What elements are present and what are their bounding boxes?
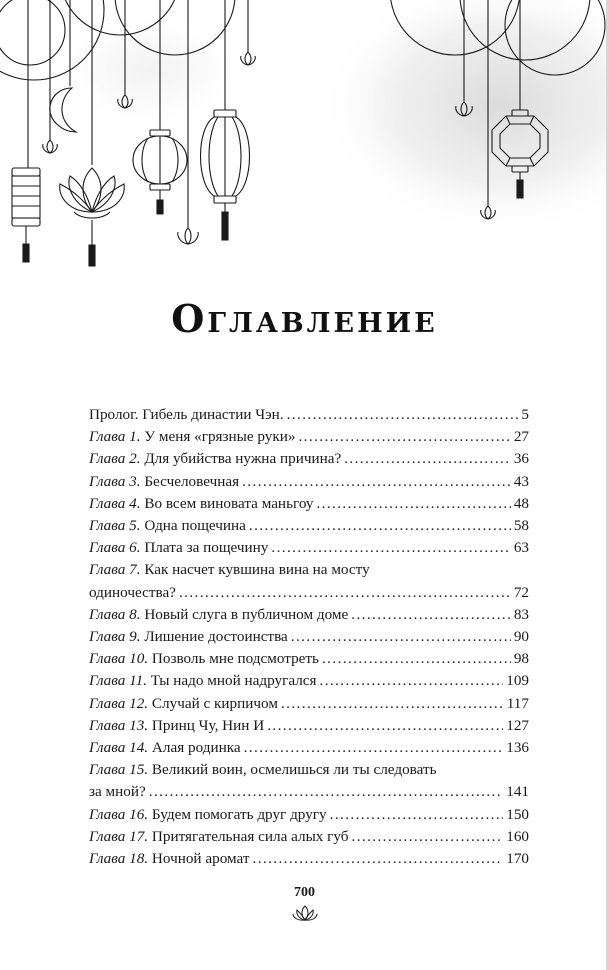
page-ref: 150 xyxy=(506,805,529,823)
chapter-number: Глава 18. xyxy=(89,850,149,868)
toc-entry[interactable] xyxy=(89,715,529,737)
page-title: Оглавление xyxy=(171,296,438,341)
chapter-title: Позволь мне подсмотреть xyxy=(151,650,319,668)
page-ref: 63 xyxy=(513,539,529,557)
page-ref: 136 xyxy=(506,739,529,757)
chapter-title: Одна пощечина xyxy=(144,517,246,535)
chapter-title: Лишение достоинства xyxy=(144,628,288,646)
toc-entry[interactable] xyxy=(89,559,529,603)
chapter-number: Глава 14. xyxy=(89,739,149,757)
dot-leader xyxy=(352,826,504,848)
chapter-title: Притягательная сила алых губ xyxy=(151,827,349,845)
chapter-number: Глава 12. xyxy=(89,694,149,712)
chapter-number: Глава 7. xyxy=(89,561,141,579)
toc-entry[interactable] xyxy=(89,471,529,493)
dot-leader xyxy=(281,693,504,715)
page-ref: 127 xyxy=(506,716,529,734)
dot-leader xyxy=(179,582,511,604)
chapter-number: Глава 10. xyxy=(89,650,149,668)
page-ref: 83 xyxy=(513,605,529,623)
dot-leader xyxy=(320,670,504,692)
chapter-title: Новый слуга в публичном доме xyxy=(144,605,349,623)
page-ref: 58 xyxy=(513,517,529,535)
chapter-title: Ты надо мной надругался xyxy=(150,672,317,690)
chapter-number: Глава 11. xyxy=(89,672,147,690)
toc-entry[interactable] xyxy=(89,693,529,715)
toc-entry[interactable] xyxy=(89,493,529,515)
toc-entry[interactable] xyxy=(89,537,529,559)
page-ref: 109 xyxy=(506,672,529,690)
lantern-icon xyxy=(133,130,187,214)
dot-leader xyxy=(149,781,503,803)
chapter-number: Глава 8. xyxy=(89,605,141,623)
lotus-lantern-icon xyxy=(60,168,124,266)
chapter-number: Глава 13. xyxy=(89,716,149,734)
chapter-title: Случай с кирпичом xyxy=(151,694,278,712)
toc-entry[interactable] xyxy=(89,759,529,803)
page-number: 700 xyxy=(294,885,315,900)
dot-leader xyxy=(316,493,510,515)
chapter-title: Алая родинка xyxy=(151,739,241,757)
toc-entry[interactable] xyxy=(89,404,529,426)
lantern-icon xyxy=(12,168,40,262)
dot-leader xyxy=(344,448,511,470)
chapter-number: Глава 16. xyxy=(89,805,149,823)
dot-leader xyxy=(291,626,511,648)
toc-entry[interactable] xyxy=(89,670,529,692)
dot-leader xyxy=(253,848,504,870)
chapter-title: Как насчет кувшина вина на мосту xyxy=(144,561,370,579)
lantern-icon xyxy=(201,110,250,240)
chapter-number: Глава 4. xyxy=(89,494,141,512)
chapter-number: Глава 3. xyxy=(89,472,141,490)
chapter-number: Глава 17. xyxy=(89,827,149,845)
dot-leader xyxy=(244,737,504,759)
chapter-title: за мной? xyxy=(89,783,146,801)
dot-leader xyxy=(271,537,510,559)
dot-leader xyxy=(330,804,504,826)
dot-leader xyxy=(351,604,511,626)
lotus-icon xyxy=(290,904,320,924)
dot-leader xyxy=(298,426,510,448)
dot-leader xyxy=(242,471,511,493)
chapter-title: Принц Чу, Нин И xyxy=(151,716,265,734)
page-ref: 170 xyxy=(506,850,529,868)
page-ref: 141 xyxy=(506,783,529,801)
chapter-title: Бесчеловечная xyxy=(144,472,240,490)
toc-entry[interactable] xyxy=(89,515,529,537)
chapter-number: Глава 9. xyxy=(89,628,141,646)
chapter-number: Глава 6. xyxy=(89,539,141,557)
page-ref: 27 xyxy=(513,428,529,446)
lanterns-illustration xyxy=(0,0,609,290)
page-ref: 117 xyxy=(506,694,529,712)
dot-leader xyxy=(249,515,511,537)
chapter-number: Глава 15. xyxy=(89,761,149,779)
chapter-title: Во всем виновата маньгоу xyxy=(144,494,314,512)
dot-leader xyxy=(287,404,519,426)
toc-entry[interactable] xyxy=(89,804,529,826)
toc-entry[interactable] xyxy=(89,848,529,870)
chapter-title: Великий воин, осмелишься ли ты следовать xyxy=(151,761,437,779)
page-ref: 98 xyxy=(513,650,529,668)
chapter-number: Глава 5. xyxy=(89,517,141,535)
chapter-title: Плата за пощечину xyxy=(144,539,269,557)
toc-entry[interactable] xyxy=(89,426,529,448)
dot-leader xyxy=(322,648,511,670)
page-ref: 72 xyxy=(513,583,529,601)
toc-entry[interactable] xyxy=(89,604,529,626)
toc-entry[interactable] xyxy=(89,448,529,470)
chapter-title: Для убийства нужна причина? xyxy=(144,450,342,468)
page-ref: 36 xyxy=(513,450,529,468)
toc-entry[interactable] xyxy=(89,737,529,759)
toc-entry[interactable] xyxy=(89,826,529,848)
page-ref: 5 xyxy=(521,406,529,423)
chapter-title: одиночества? xyxy=(89,583,176,601)
chapter-title: У меня «грязные руки» xyxy=(144,428,296,446)
toc-entry[interactable] xyxy=(89,626,529,648)
chapter-number: Глава 1. xyxy=(89,428,141,446)
circle-ornament xyxy=(0,0,65,65)
page-ref: 160 xyxy=(506,827,529,845)
page-ref: 90 xyxy=(513,628,529,646)
chapter-number: Глава 2. xyxy=(89,450,141,468)
toc-entry[interactable] xyxy=(89,648,529,670)
chapter-title: Будем помогать друг другу xyxy=(151,805,327,823)
dot-leader xyxy=(267,715,503,737)
page-ref: 43 xyxy=(513,472,529,490)
ink-wash xyxy=(60,15,240,125)
table-of-contents xyxy=(89,404,529,870)
chapter-title: Ночной аромат xyxy=(151,850,250,868)
chapter-title: Пролог. Гибель династии Чэн. xyxy=(89,406,284,423)
page-ref: 48 xyxy=(513,494,529,512)
